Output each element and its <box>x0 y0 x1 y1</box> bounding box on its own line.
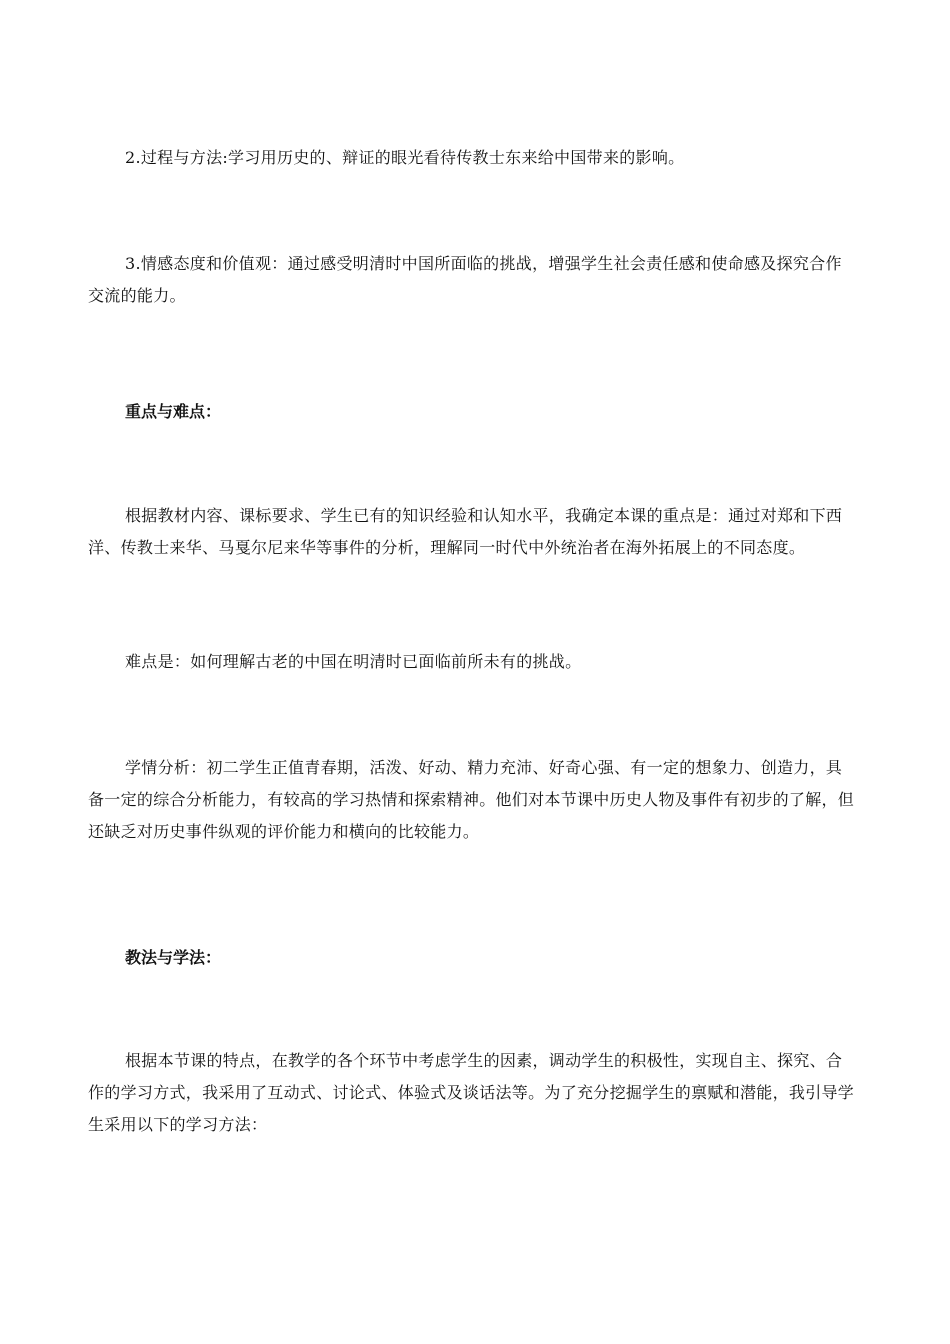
paragraph-student-analysis: 学情分析：初二学生正值青春期，活泼、好动、精力充沛、好奇心强、有一定的想象力、创造力，具备一定的综合分析能力，有较高的学习热情和探索精神。他们对本节课中历史人物及事件有初步的了解，但还缺乏对历史事件纵观的评价能力和横向的比较能力。 <box>88 758 855 841</box>
paragraph-process-method: 2.过程与方法:学习用历史的、辩证的眼光看待传教士东来给中国带来的影响。 <box>125 148 685 167</box>
paragraph-teaching-methods: 根据本节课的特点，在教学的各个环节中考虑学生的因素，调动学生的积极性，实现自主、探究、合作的学习方式，我采用了互动式、讨论式、体验式及谈话法等。为了充分挖掘学生的禀赋和潜能，我引导学生采用以下的学习方法： <box>88 1051 855 1134</box>
paragraph-difficult-point: 难点是：如何理解古老的中国在明清时已面临前所未有的挑战。 <box>125 652 582 671</box>
heading-teaching-learning-methods: 教法与学法： <box>125 948 222 967</box>
paragraph-emotion-values: 3.情感态度和价值观：通过感受明清时中国所面临的挑战，增强学生社会责任感和使命感及探究合作交流的能力。 <box>88 254 842 305</box>
paragraph-key-points: 根据教材内容、课标要求、学生已有的知识经验和认知水平，我确定本课的重点是：通过对郑和下西洋、传教士来华、马戛尔尼来华等事件的分析，理解同一时代中外统治者在海外拓展上的不同态度。 <box>88 506 843 557</box>
heading-key-difficult-points: 重点与难点： <box>125 402 222 421</box>
